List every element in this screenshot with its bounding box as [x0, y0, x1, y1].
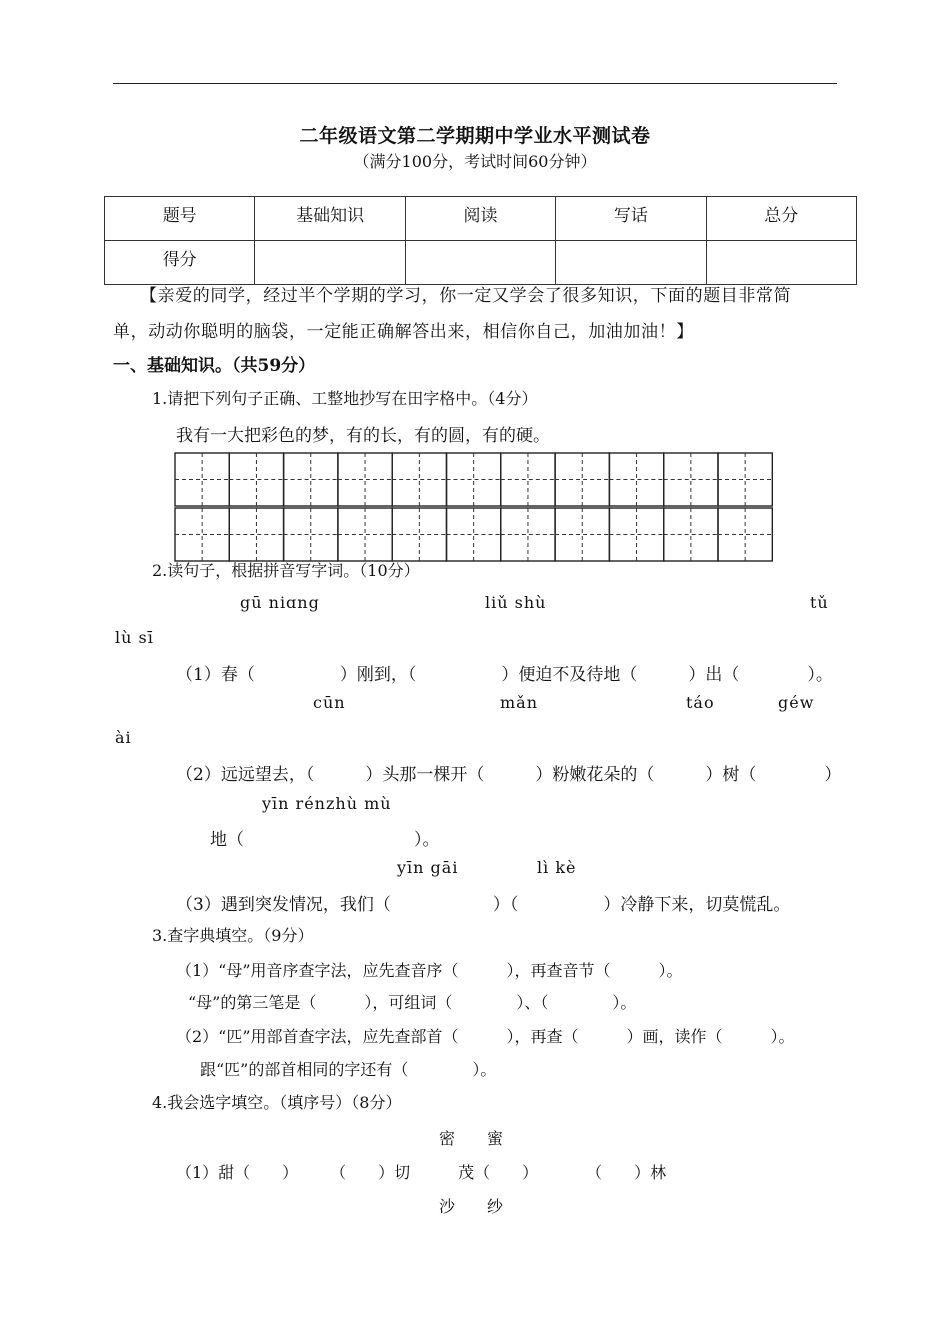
tianzige-cell[interactable] [664, 453, 718, 506]
tianzige-cell[interactable] [447, 508, 501, 561]
q1-sentence: 我有一大把彩色的梦，有的长，有的圆，有的硬。 [176, 426, 550, 446]
tianzige-writing-grid[interactable] [174, 452, 774, 562]
q2-sentence-1: （1）春（ ）刚到，（ ）便迫不及待地（ ）出（ ）。 [176, 665, 833, 685]
pinyin-yinrenzhumu: yīn rénzhù mù [262, 794, 392, 813]
score-cell[interactable] [255, 241, 405, 285]
tianzige-cell[interactable] [718, 453, 772, 506]
q3-line-4: 跟“匹”的部首相同的字还有（ ）。 [200, 1060, 497, 1079]
tianzige-cell[interactable] [609, 508, 663, 561]
tianzige-cell[interactable] [284, 453, 338, 506]
score-table-header: 写话 [556, 197, 706, 241]
tianzige-cell[interactable] [501, 508, 555, 561]
pinyin-tao: táo [686, 693, 715, 712]
q4-char-pair-2: 沙 纱 [439, 1197, 504, 1216]
tianzige-cell[interactable] [338, 508, 392, 561]
score-cell[interactable] [706, 241, 856, 285]
tianzige-cell[interactable] [284, 508, 338, 561]
tianzige-cell[interactable] [501, 453, 555, 506]
pinyin-liushu: liǔ shù [485, 593, 547, 612]
score-table-header: 基础知识 [255, 197, 405, 241]
tianzige-cell[interactable] [718, 508, 772, 561]
pinyin-guniang: gū niɑng [240, 593, 320, 612]
tianzige-cell[interactable] [555, 453, 609, 506]
pinyin-yingai: yīn gāi [397, 858, 459, 877]
tianzige-cell[interactable] [229, 508, 283, 561]
header-rule [113, 83, 837, 84]
q2-sentence-2: （2）远远望去，（ ）头那一棵开（ ）粉嫩花朵的（ ）树（ ） [176, 765, 842, 785]
q3-line-1: （1）“母”用音序查字法，应先查音序（ ），再查音节（ ）。 [176, 961, 683, 980]
pinyin-cun: cūn [313, 693, 346, 712]
pinyin-lusi: lù sī [115, 628, 154, 647]
pinyin-tu: tǔ [810, 593, 829, 612]
q3-line-2: “母”的第三笔是（ ），可组词（ ）、（ ）。 [188, 993, 637, 1012]
score-table [104, 196, 857, 285]
tianzige-cell[interactable] [447, 453, 501, 506]
q2-sentence-2b: 地（ ）。 [210, 830, 440, 850]
tianzige-cell[interactable] [338, 453, 392, 506]
tianzige-cell[interactable] [392, 508, 446, 561]
score-table-header: 总分 [706, 197, 856, 241]
intro-line-1: 【亲爱的同学，经过半个学期的学习，你一定又学会了很多知识，下面的题目非常简 [140, 286, 792, 306]
pinyin-ai: ài [115, 728, 132, 747]
score-table-score-row [105, 241, 857, 285]
score-cell[interactable] [556, 241, 706, 285]
q4-char-pair-1: 密 蜜 [439, 1129, 504, 1148]
q1-prompt: 1.请把下列句子正确、工整地抄写在田字格中。（4分） [152, 389, 538, 408]
pinyin-man: mǎn [500, 693, 539, 712]
tianzige-cell[interactable] [175, 508, 229, 561]
q3-prompt: 3.查字典填空。（9分） [152, 926, 314, 945]
pinyin-gew: géw [778, 693, 815, 712]
section-1-heading: 一、基础知识。（共59分） [113, 356, 316, 376]
score-row-label: 得分 [105, 241, 255, 285]
tianzige-cell[interactable] [175, 453, 229, 506]
tianzige-cell[interactable] [609, 453, 663, 506]
score-table-header-row [105, 197, 857, 241]
tianzige-cell[interactable] [555, 508, 609, 561]
exam-subtitle: （满分100分，考试时间60分钟） [353, 152, 597, 171]
q4-prompt: 4.我会选字填空。（填序号）（8分） [152, 1093, 402, 1112]
q2-sentence-3: （3）遇到突发情况，我们（ ）（ ）冷静下来，切莫慌乱。 [176, 895, 791, 915]
score-table-header: 阅读 [405, 197, 555, 241]
intro-line-2: 单，动动你聪明的脑袋，一定能正确解答出来，相信你自己，加油加油！】 [113, 322, 694, 342]
score-cell[interactable] [405, 241, 555, 285]
score-table-header: 题号 [105, 197, 255, 241]
q2-prompt: 2.读句子，根据拼音写字词。（10分） [152, 561, 420, 580]
pinyin-like: lì kè [537, 858, 577, 877]
exam-title: 二年级语文第二学期期中学业水平测试卷 [299, 125, 651, 147]
tianzige-cell[interactable] [229, 453, 283, 506]
q4-line-1: （1）甜（ ） （ ）切 茂（ ） （ ）林 [176, 1163, 667, 1182]
tianzige-cell[interactable] [392, 453, 446, 506]
tianzige-cell[interactable] [664, 508, 718, 561]
q3-line-3: （2）“匹”用部首查字法，应先查部首（ ），再查（ ）画，读作（ ）。 [176, 1027, 795, 1046]
